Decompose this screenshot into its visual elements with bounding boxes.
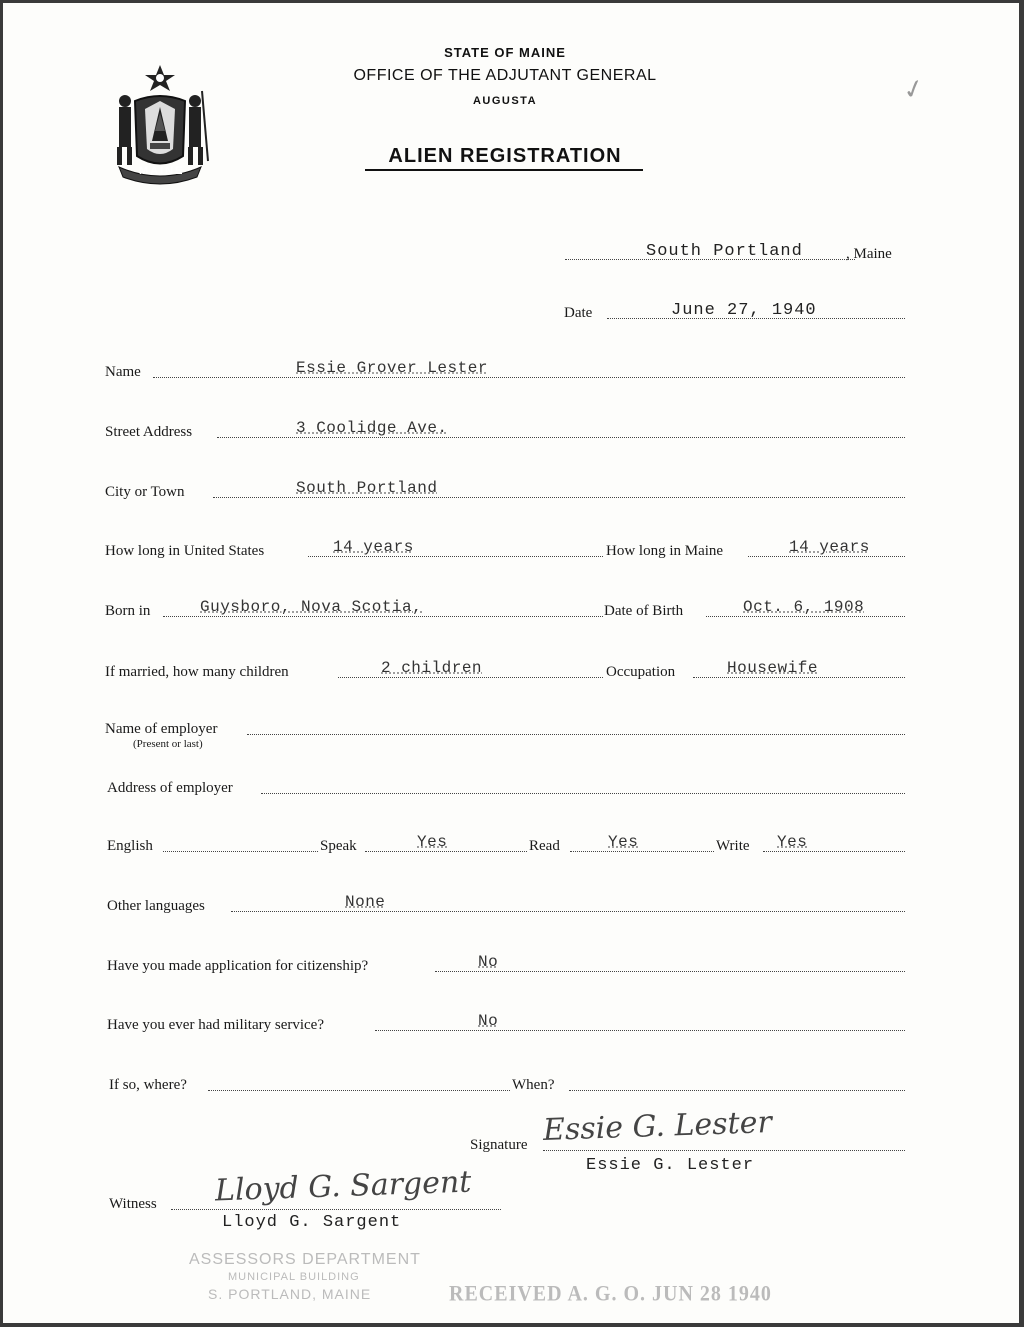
citizenship-value: No	[478, 953, 499, 971]
citizenship-label: Have you made application for citizenship?	[107, 958, 369, 974]
witness-handwritten: Lloyd G. Sargent	[214, 1164, 472, 1209]
write-value: Yes	[777, 833, 808, 851]
name-value: Essie Grover Lester	[296, 359, 488, 377]
us-duration-value: 14 years	[333, 538, 414, 556]
other-languages-value: None	[345, 893, 386, 911]
maine-duration-value: 14 years	[789, 538, 870, 556]
military-value: No	[478, 1012, 499, 1030]
signature-handwritten: Essie G. Lester	[542, 1105, 773, 1148]
received-stamp: RECEIVED A. G. O. JUN 28 1940	[449, 1281, 772, 1307]
military-label: Have you ever had military service?	[107, 1017, 324, 1033]
state-heading: STATE OF MAINE	[444, 45, 566, 60]
maine-duration-label: How long in Maine	[606, 543, 724, 559]
check-mark-icon: ✓	[899, 72, 929, 107]
dob-label: Date of Birth	[604, 603, 684, 619]
english-label: English	[107, 838, 153, 854]
children-value: 2 children	[381, 659, 483, 677]
city-label: City or Town	[105, 484, 185, 500]
employer-address-label: Address of employer	[107, 780, 233, 796]
other-languages-label: Other languages	[107, 898, 205, 914]
when-label: When?	[512, 1077, 555, 1093]
name-label: Name	[105, 364, 141, 380]
signature-label: Signature	[470, 1137, 528, 1153]
date-label: Date	[564, 305, 593, 321]
occupation-label: Occupation	[606, 664, 676, 680]
assessors-stamp-line2: MUNICIPAL BUILDING	[228, 1271, 360, 1283]
read-value: Yes	[608, 833, 639, 851]
occupation-value: Housewife	[727, 659, 818, 677]
assessors-stamp-line1: ASSESSORS DEPARTMENT	[189, 1251, 421, 1268]
date-value: June 27, 1940	[671, 301, 817, 320]
speak-value: Yes	[417, 833, 448, 851]
employer-note: (Present or last)	[133, 738, 203, 750]
employer-label: Name of employer	[105, 721, 218, 737]
form-title: ALIEN REGISTRATION	[388, 145, 622, 167]
seal-text: MAINE	[139, 165, 185, 177]
children-label: If married, how many children	[105, 664, 289, 680]
born-in-value: Guysboro, Nova Scotia,	[200, 598, 423, 616]
dob-value: Oct. 6, 1908	[743, 598, 865, 616]
city-heading: AUGUSTA	[472, 95, 538, 107]
born-in-label: Born in	[105, 603, 151, 619]
place-value: South Portland	[646, 242, 803, 261]
signature-typed: Essie G. Lester	[586, 1156, 755, 1175]
street-address-value: 3 Coolidge Ave.	[296, 419, 448, 437]
street-address-label: Street Address	[105, 424, 193, 440]
city-value: South Portland	[296, 479, 438, 497]
office-heading: OFFICE OF THE ADJUTANT GENERAL	[353, 67, 657, 84]
read-label: Read	[529, 838, 560, 854]
write-label: Write	[716, 838, 750, 854]
assessors-stamp-line3: S. PORTLAND, MAINE	[208, 1286, 372, 1302]
registration-form-page	[3, 3, 1019, 1323]
title-underline	[365, 169, 643, 171]
us-duration-label: How long in United States	[105, 543, 265, 559]
witness-label: Witness	[109, 1196, 157, 1212]
speak-label: Speak	[320, 838, 357, 854]
where-label: If so, where?	[109, 1077, 187, 1093]
place-suffix: , Maine	[846, 246, 892, 262]
witness-typed: Lloyd G. Sargent	[222, 1213, 402, 1232]
